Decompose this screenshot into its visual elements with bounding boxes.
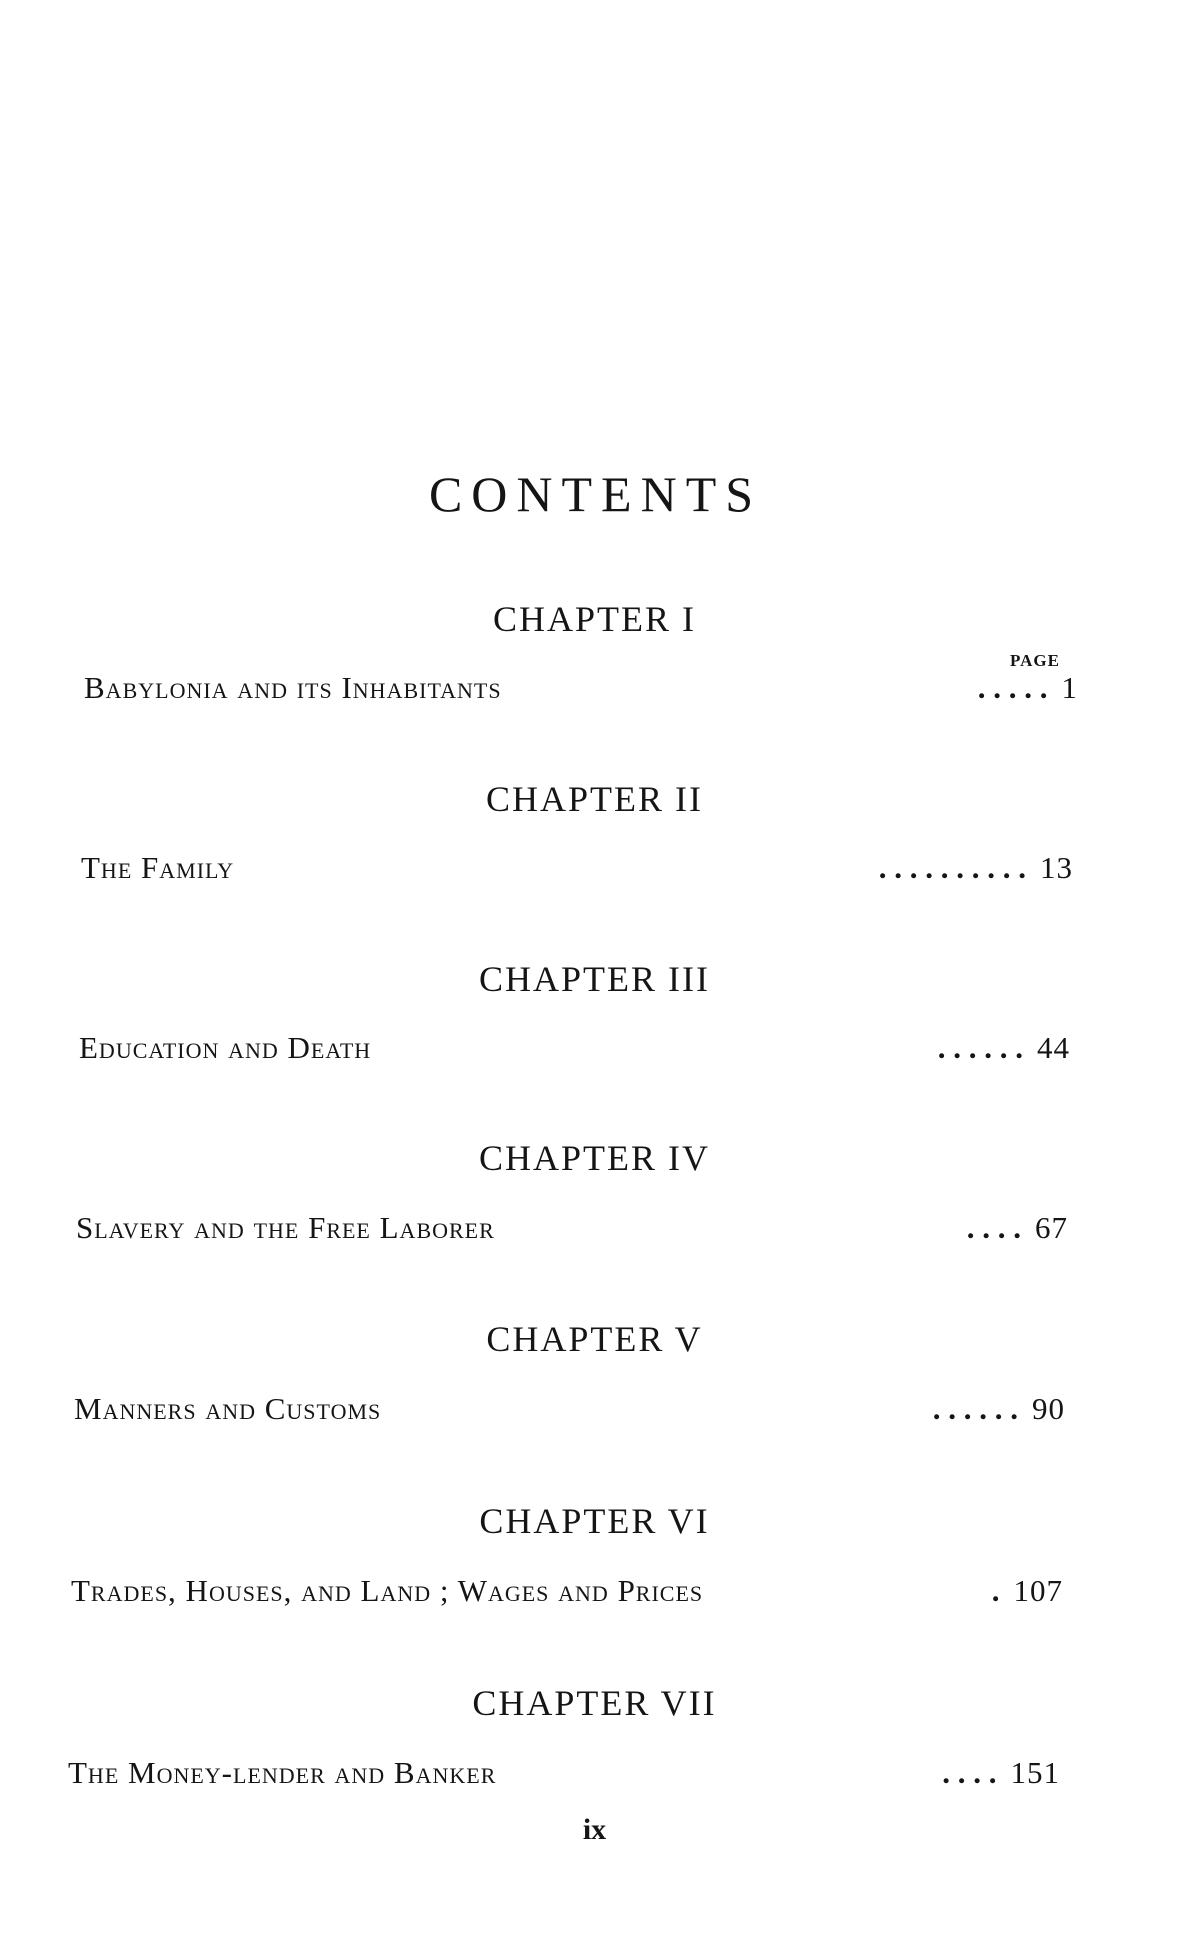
toc-entry-3[interactable]	[79, 1030, 1070, 1074]
toc-entry-page: 1	[1061, 670, 1078, 705]
toc-entry-title: The Money-lender and Banker	[68, 1755, 497, 1790]
toc-entry-title: Manners and Customs	[74, 1391, 382, 1426]
chapter-heading-3: CHAPTER III	[479, 959, 710, 999]
toc-entry-title: Slavery and the Free Laborer	[76, 1210, 495, 1245]
toc-entry-page: 13	[1040, 850, 1073, 885]
leader-dots: . . . . . .	[932, 1391, 1018, 1426]
leader-dots: . . . . . .	[937, 1030, 1023, 1065]
chapter-heading-5: CHAPTER V	[486, 1319, 703, 1359]
toc-entry-title: Education and Death	[79, 1030, 372, 1065]
toc-entry-title: Babylonia and its Inhabitants	[84, 670, 502, 705]
page-folio: ix	[582, 1813, 607, 1846]
toc-entry-title: Trades, Houses, and Land ; Wages and Prices	[71, 1573, 704, 1608]
toc-entry-page: 44	[1037, 1030, 1070, 1065]
toc-entry-4[interactable]	[76, 1210, 1068, 1254]
chapter-heading-6: CHAPTER VI	[479, 1501, 710, 1541]
chapter-heading-7: CHAPTER VII	[472, 1683, 717, 1723]
toc-entry-title: The Family	[81, 850, 235, 885]
toc-entry-5[interactable]	[74, 1391, 1065, 1435]
chapter-heading-4: CHAPTER IV	[478, 1138, 710, 1178]
toc-entry-7[interactable]	[68, 1755, 1060, 1799]
toc-entry-2[interactable]	[81, 850, 1073, 894]
leader-dots: .	[991, 1573, 1000, 1608]
page-title: CONTENTS	[428, 466, 763, 522]
toc-entry-page: 151	[1010, 1755, 1060, 1790]
toc-entry-6[interactable]	[71, 1573, 1063, 1617]
toc-entry-page: 67	[1035, 1210, 1068, 1245]
leader-dots: . . . .	[942, 1755, 997, 1790]
leader-dots: . . . . .	[977, 670, 1048, 705]
leader-dots: . . . . . . . . . .	[878, 850, 1026, 885]
leader-dots: . . . .	[966, 1210, 1021, 1245]
toc-entry-page: 107	[1013, 1573, 1063, 1608]
chapter-heading-1: CHAPTER I	[492, 599, 696, 639]
toc-entry-page: 90	[1032, 1391, 1065, 1426]
page-column-label: PAGE	[1010, 651, 1060, 670]
toc-entry-1[interactable]	[84, 670, 1078, 714]
chapter-heading-2: CHAPTER II	[486, 779, 703, 819]
